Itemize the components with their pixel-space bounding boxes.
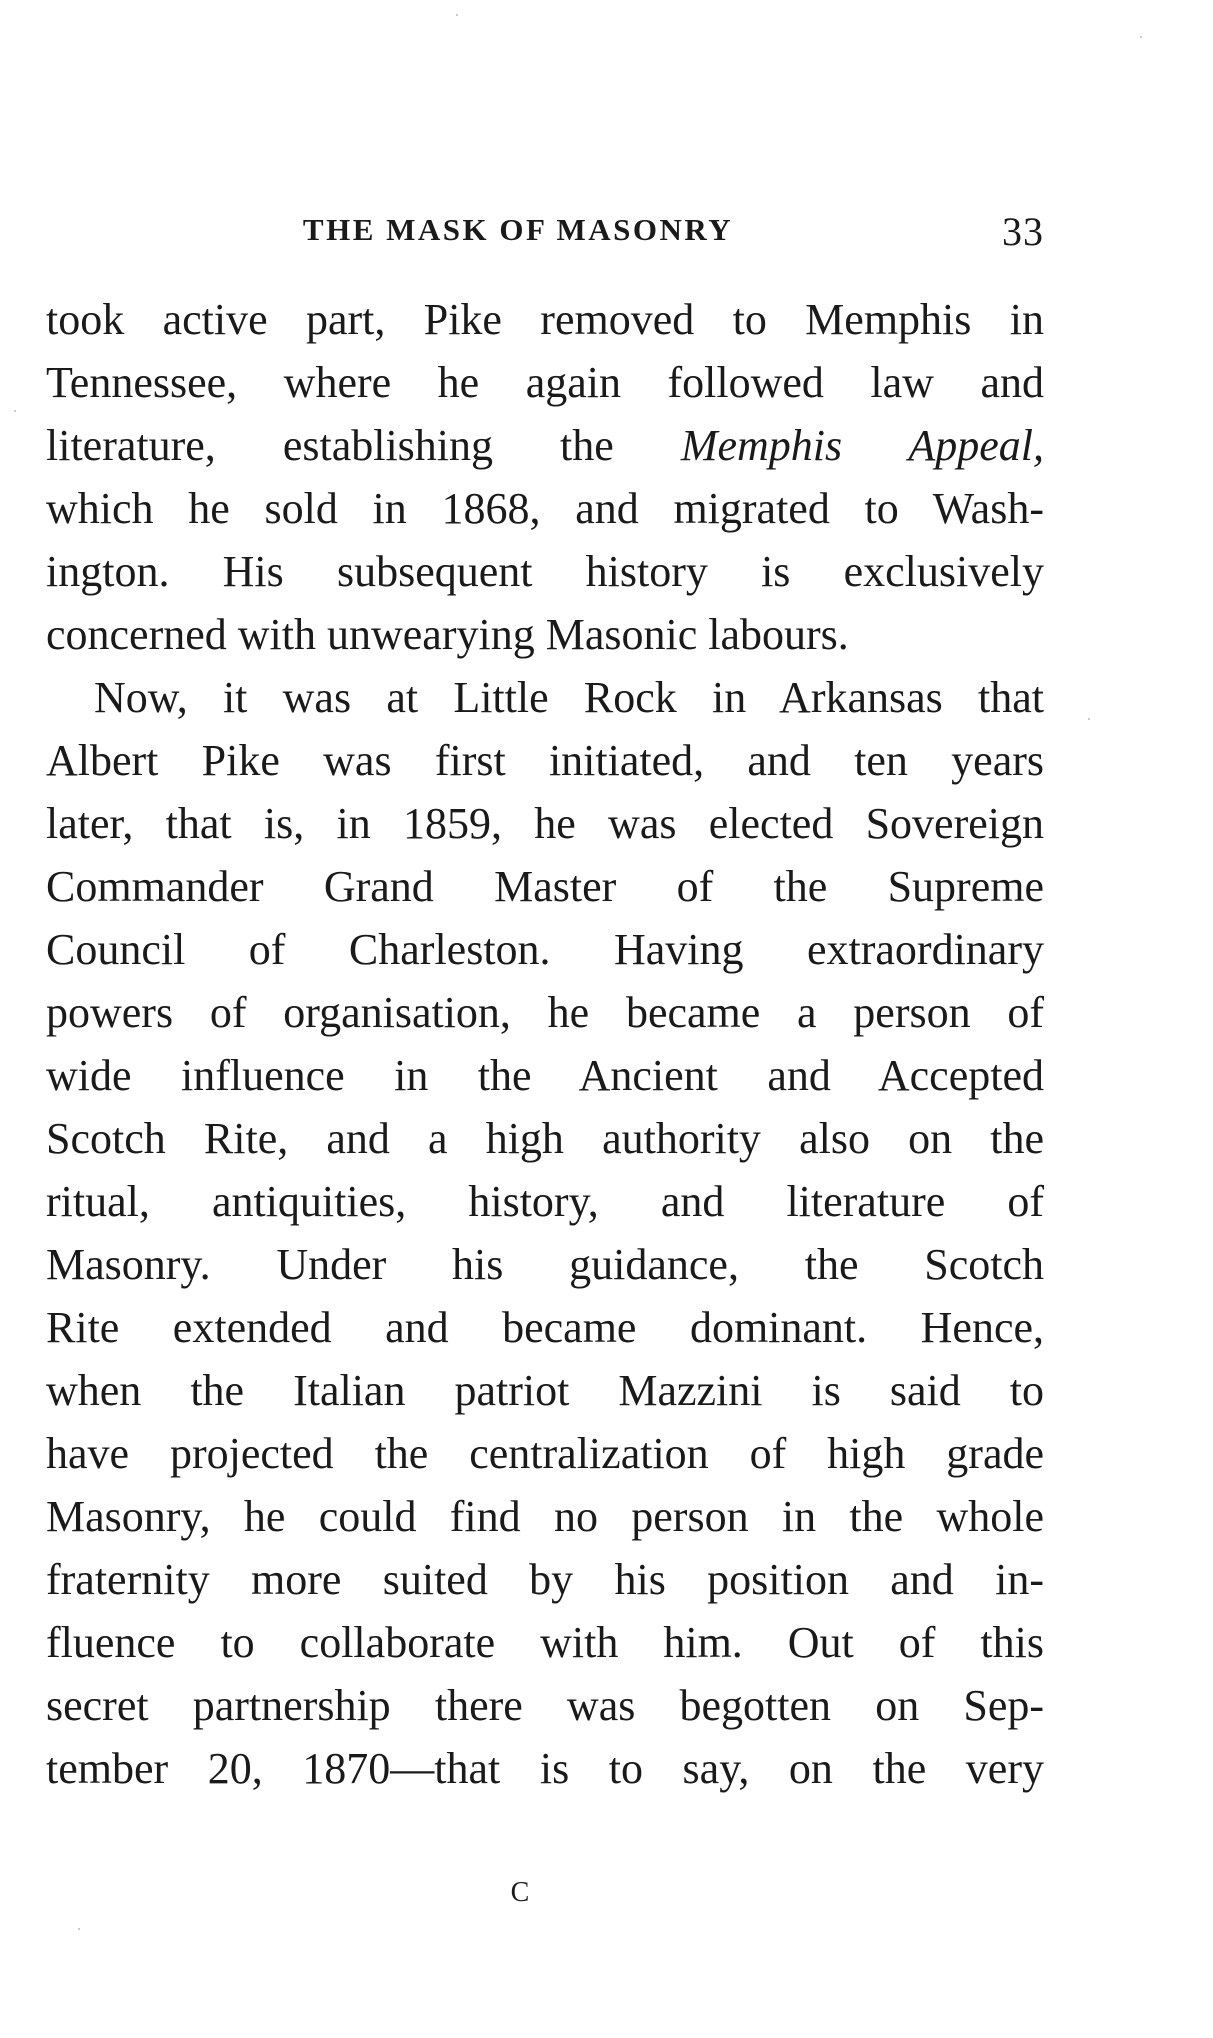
body-text	[46, 288, 1044, 1800]
paper-speck	[1088, 718, 1090, 720]
text-line: Scotch Rite, and a high authority also on the	[46, 1114, 1044, 1163]
newspaper-title: Memphis Appeal,	[680, 421, 1045, 470]
text-line: Rite extended and became dominant. Hence,	[46, 1303, 1044, 1352]
paper-speck	[1140, 36, 1142, 38]
text-line: have projected the centralization of high grade	[46, 1429, 1044, 1478]
text-line	[46, 414, 1044, 477]
text-line: concerned with unwearying Masonic labours.	[46, 610, 849, 659]
text-line: powers of organisation, he became a person of	[46, 988, 1044, 1037]
text-line: fraternity more suited by his position and in-	[46, 1555, 1044, 1604]
text-line: fluence to collaborate with him. Out of this	[46, 1618, 1044, 1667]
text-line: took active part, Pike removed to Memphis in	[46, 295, 1044, 344]
text-line: when the Italian patriot Mazzini is said to	[46, 1366, 1044, 1415]
text-line: secret partnership there was begotten on Sep-	[46, 1681, 1044, 1730]
text-line: Commander Grand Master of the Supreme	[46, 862, 1044, 911]
text-line: Masonry, he could find no person in the whole	[46, 1492, 1044, 1541]
text-line: tember 20, 1870—that is to say, on the very	[46, 1744, 1044, 1793]
text-line: Tennessee, where he again followed law and	[46, 358, 1044, 407]
text-line: ington. His subsequent history is exclusively	[46, 547, 1044, 596]
text-line: Masonry. Under his guidance, the Scotch	[46, 1240, 1044, 1289]
text-line: later, that is, in 1859, he was elected Sovereign	[46, 799, 1044, 848]
paragraph-1	[46, 288, 1044, 666]
text-line: Now, it was at Little Rock in Arkansas that	[94, 673, 1044, 722]
text-line: which he sold in 1868, and migrated to Wash-	[46, 484, 1044, 533]
running-head	[46, 208, 1044, 258]
text-line: Council of Charleston. Having extraordinary	[46, 925, 1044, 974]
paper-speck	[456, 14, 458, 16]
paper-speck	[78, 1928, 80, 1930]
page-number: 33	[1002, 209, 1044, 254]
paragraph-2	[46, 666, 1044, 1800]
paper-speck	[14, 410, 16, 412]
text-line: Albert Pike was first initiated, and ten years	[46, 736, 1044, 785]
text-segment: literature, establishing the	[46, 421, 681, 470]
running-title: THE MASK OF MASONRY	[302, 212, 734, 247]
text-line: wide influence in the Ancient and Accepted	[46, 1051, 1044, 1100]
text-line: ritual, antiquities, history, and literature of	[46, 1177, 1044, 1226]
signature-mark: C	[510, 1877, 530, 1908]
